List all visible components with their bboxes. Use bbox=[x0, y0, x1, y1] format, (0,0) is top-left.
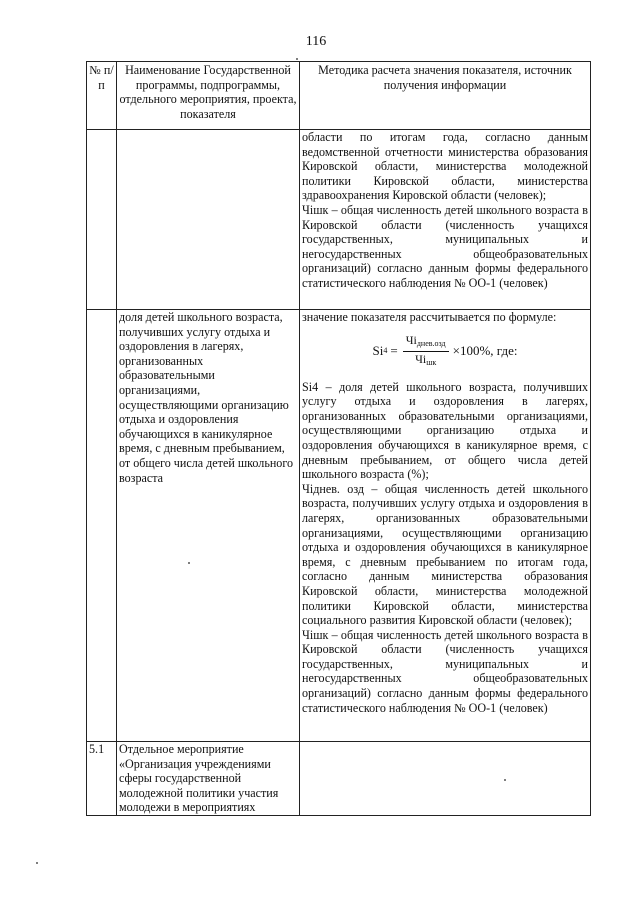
formula-denominator: $Чi_{шк}$ bbox=[415, 352, 437, 368]
row-name: доля детей школьного возраста, получивших услугу отдыха и оздоровления в лагерях, организованных образовательными организациями, осуществляющими организацию отдыха и оздоровления обучающихся в каникулярное время, с дневным пребыванием, от общего числа детей школьного возраста bbox=[117, 310, 300, 742]
scan-speck bbox=[36, 862, 38, 864]
formula-lhs: Si bbox=[372, 343, 384, 359]
scan-speck bbox=[296, 58, 298, 60]
formula-tail: ×100%, где: bbox=[452, 343, 518, 359]
method-paragraph: Чiднев. озд – общая численность детей школьного возраста, получивших услугу отдыха и оздоровления в лагерях, организованных образовательными организациями, осуществляющими организацию отдыха и оздоровления обучающихся в каникулярное время, с дневным пребыванием по итогам года, согласно данным министерства образования Кировской области, министерства молодежной политики Кировской области, министерства социального развития Кировской области (человек); bbox=[302, 481, 588, 628]
row-method bbox=[300, 310, 591, 742]
formula-fraction bbox=[403, 333, 449, 370]
page-number: 116 bbox=[305, 34, 327, 49]
row-name: Отдельное мероприятие «Организация учреждениями сферы государственной молодежной политики участия молодежи в мероприятиях bbox=[117, 742, 300, 816]
scan-speck bbox=[188, 562, 190, 564]
row-number bbox=[87, 310, 117, 742]
row-method bbox=[300, 130, 591, 310]
row-method bbox=[300, 742, 591, 816]
method-paragraph: Чiшк – общая численность детей школьного возраста в Кировской области (численность учащихся государственных, муниципальных и негосударственных общеобразовательных организаций) согласно данным формы федерального статистического наблюдения № ОО-1 (человек) bbox=[302, 627, 588, 715]
header-name: Наименование Государственной программы, подпрограммы, отдельного мероприятия, проекта, показателя bbox=[117, 62, 300, 130]
row-name bbox=[117, 130, 300, 310]
scan-speck bbox=[504, 779, 506, 781]
row-number bbox=[87, 130, 117, 310]
table-row bbox=[87, 742, 591, 816]
formula bbox=[302, 328, 588, 376]
method-intro: значение показателя рассчитывается по формуле: bbox=[302, 310, 557, 324]
formula-lhs-sub: 4 bbox=[383, 346, 388, 356]
table-header-row bbox=[87, 62, 591, 130]
row-number: 5.1 bbox=[87, 742, 117, 816]
method-paragraph: Чiшк – общая численность детей школьного возраста в Кировской области (численность учащихся государственных, муниципальных и негосударственных общеобразовательных организаций) согласно данным формы федерального статистического наблюдения № ОО-1 (человек) bbox=[302, 202, 588, 290]
method-paragraph: области по итогам года, согласно данным ведомственной отчетности министерства образования Кировской области, министерства молодежной политики Кировской области, министерства здравоохранения Кировской области (человек); bbox=[302, 130, 588, 203]
method-paragraph: Si4 – доля детей школьного возраста, получивших услугу отдыха и оздоровления в лагерях, организованных образовательными организациями, осуществляющими организацию отдыха и оздоровления обучающихся в каникулярное время, с дневным пребыванием, от общего числа детей школьного возраста (%); bbox=[302, 379, 588, 482]
table-row bbox=[87, 130, 591, 310]
table-row bbox=[87, 310, 591, 742]
formula-eq: = bbox=[390, 343, 398, 359]
methodology-table bbox=[86, 61, 591, 816]
header-number: № п/п bbox=[87, 62, 117, 130]
header-method: Методика расчета значения показателя, источник получения информации bbox=[300, 62, 591, 130]
formula-numerator: $Чi_{днев.озд}$ bbox=[403, 333, 449, 352]
